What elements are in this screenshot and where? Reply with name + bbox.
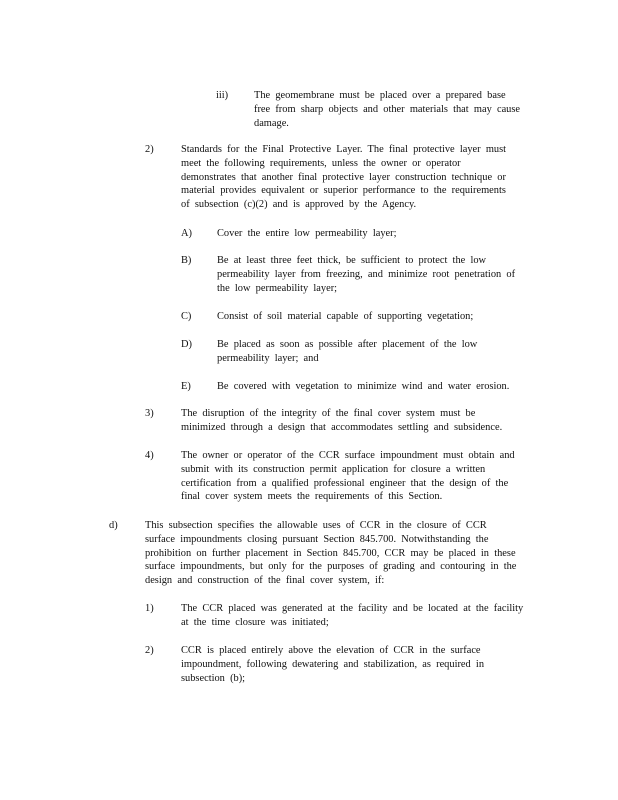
- item-label: iii): [216, 90, 229, 101]
- item-label: 2): [145, 144, 154, 155]
- item-label: D): [181, 339, 192, 350]
- item-label: d): [109, 520, 118, 531]
- item-text: Be at least three feet thick, be sufficient to protect the low permeability layer from freezing, and minimize root penetration of the low permeability layer;: [217, 255, 516, 294]
- item-text: CCR is placed entirely above the elevation of CCR in the surface impoundment, following dewatering and stabilization, as required in subsection (b);: [181, 645, 485, 684]
- item-text: Be placed as soon as possible after placement of the low permeability layer; and: [217, 339, 478, 364]
- item-label: 3): [145, 408, 154, 419]
- item-label: A): [181, 228, 192, 239]
- item-label: 1): [145, 603, 154, 614]
- item-label: C): [181, 311, 192, 322]
- item-text: This subsection specifies the allowable uses of CCR in the closure of CCR surface impoundments closing pursuant Section 845.700. Notwithstanding the prohibition on further placement in Section 845.700, CCR may be placed in these surface impoundments, but only for the purposes of grading and contouring in the design and construction of the final cover system, if:: [145, 520, 517, 587]
- item-label: B): [181, 255, 192, 266]
- item-text: Be covered with vegetation to minimize wind and water erosion.: [217, 381, 510, 392]
- item-label: 2): [145, 645, 154, 656]
- item-text: The disruption of the integrity of the final cover system must be minimized through a design that accommodates settling and subsidence.: [181, 408, 503, 433]
- item-text: Cover the entire low permeability layer;: [217, 228, 397, 239]
- item-text: Standards for the Final Protective Layer. The final protective layer must meet the following requirements, unless the owner or operator demonstrates that another final protective layer construction technique or material provides equivalent or superior performance to the requirements of subsection (c)(2) and is approved by the Agency.: [181, 144, 507, 211]
- item-text: The geomembrane must be placed over a prepared base free from sharp objects and other materials that may cause damage.: [254, 90, 521, 129]
- item-text: The CCR placed was generated at the facility and be located at the facility at the time closure was initiated;: [181, 603, 524, 628]
- item-label: 4): [145, 450, 154, 461]
- item-text: The owner or operator of the CCR surface impoundment must obtain and submit with its construction permit application for closure a written certification from a qualified professional engineer that the design of the final cover system meets the requirements of this Section.: [181, 450, 515, 503]
- item-label: E): [181, 381, 191, 392]
- item-text: Consist of soil material capable of supporting vegetation;: [217, 311, 474, 322]
